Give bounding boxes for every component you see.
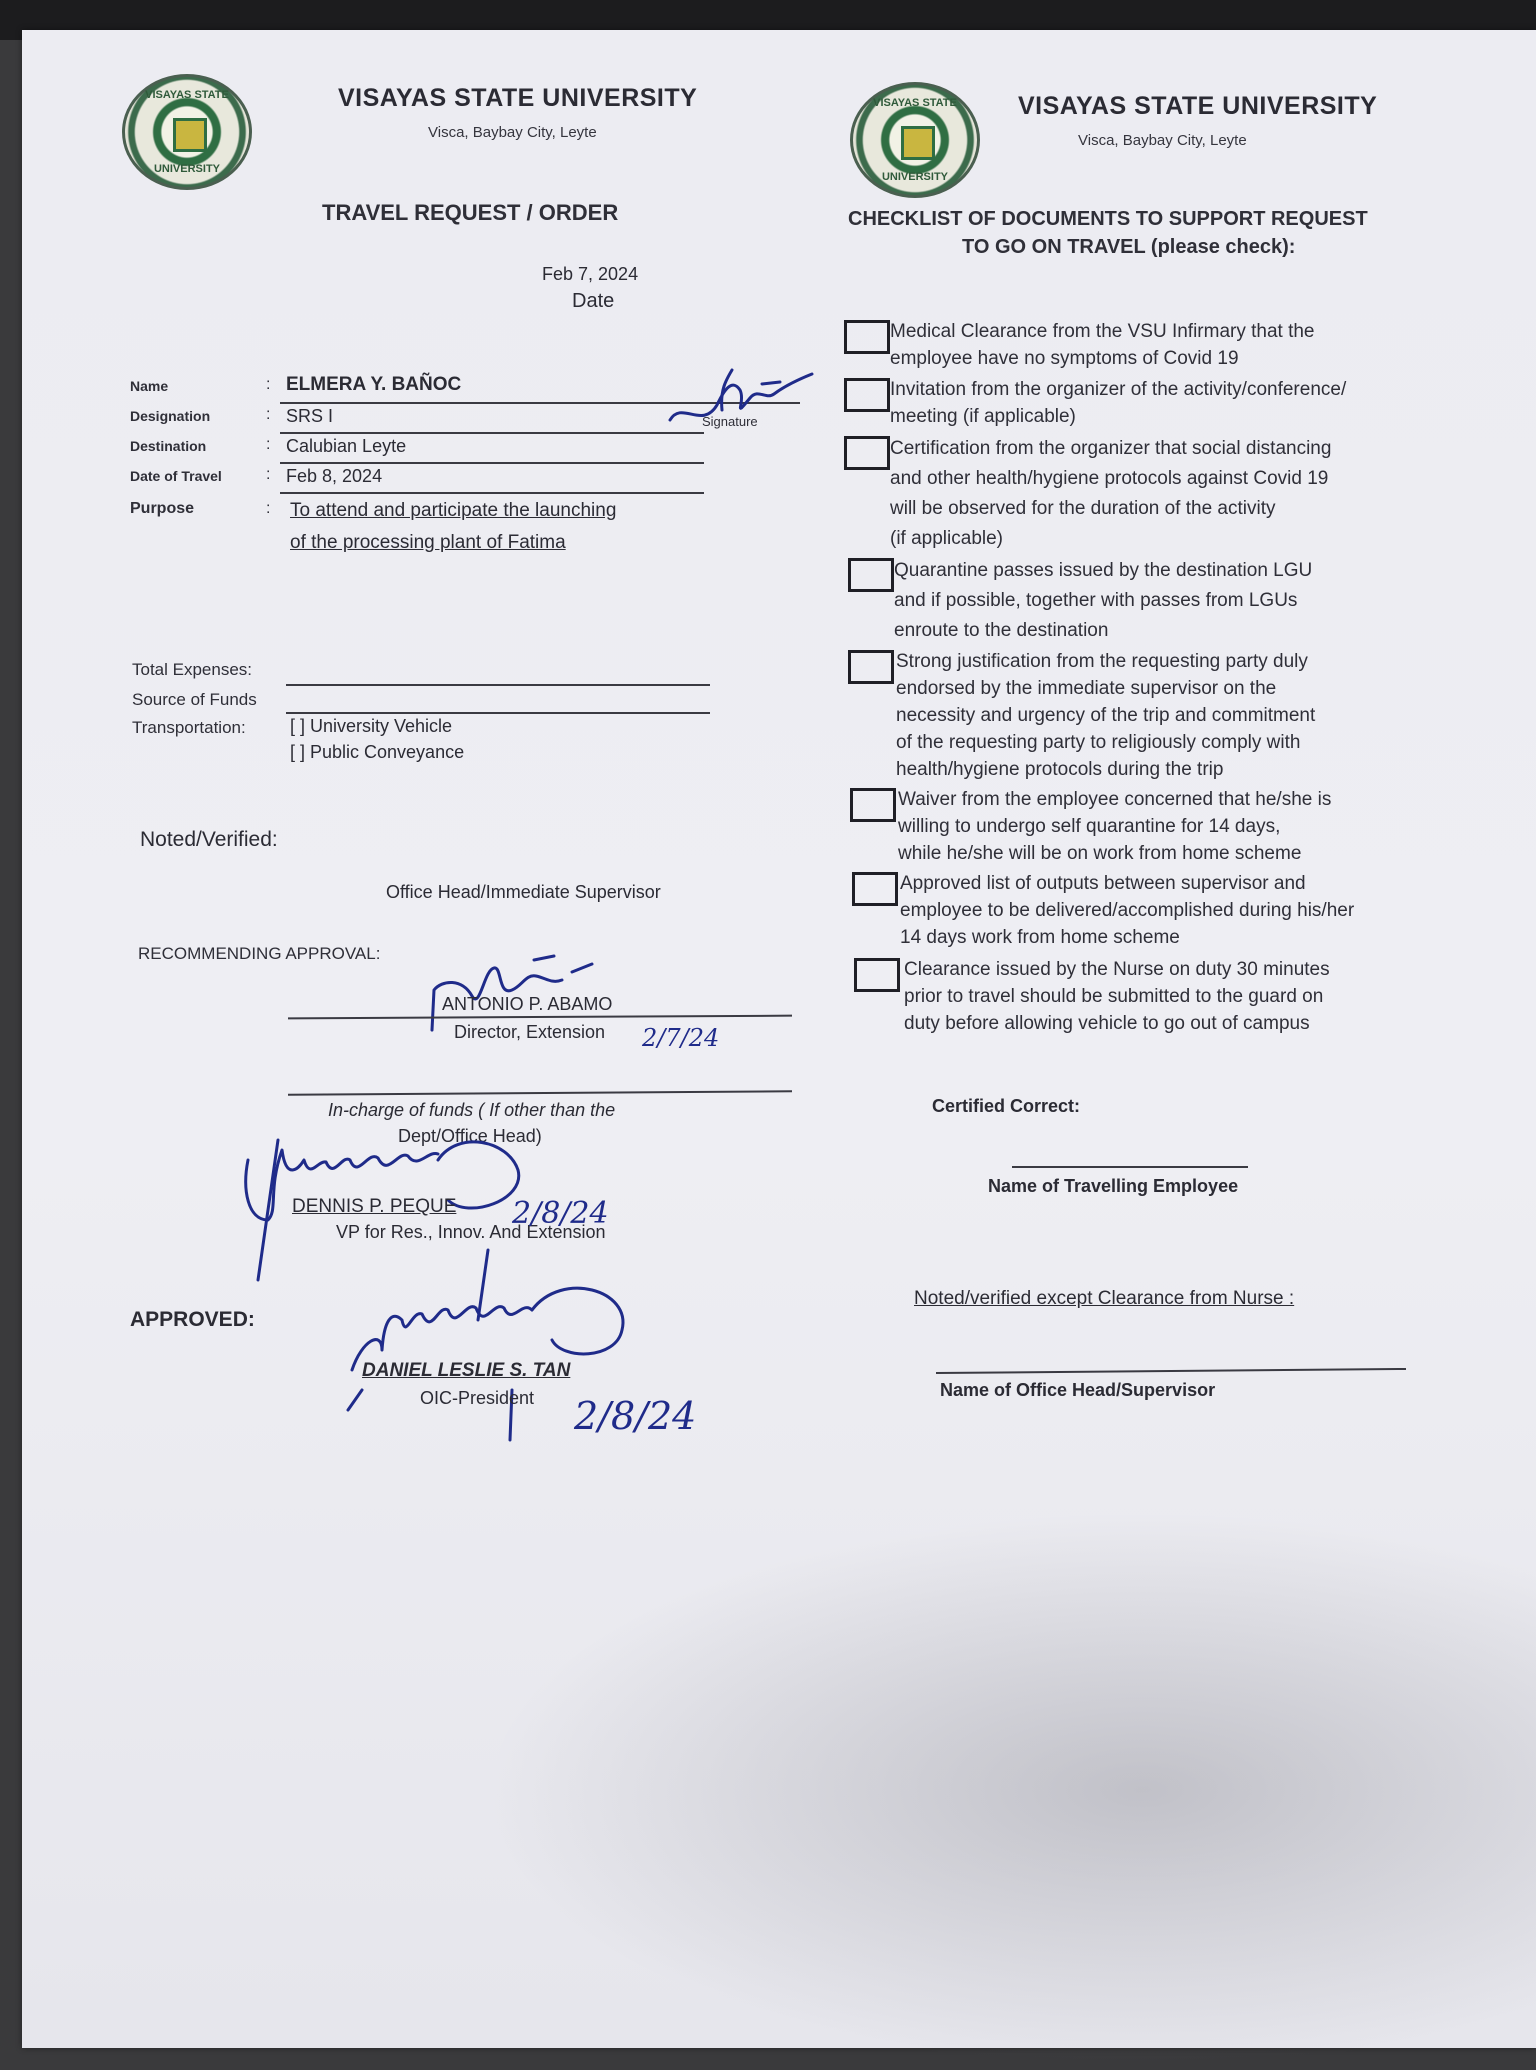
- transportation-label: Transportation:: [132, 718, 246, 737]
- date-of-travel-value: Feb 8, 2024: [286, 466, 383, 486]
- item-line: 14 days work from home scheme: [900, 927, 1180, 948]
- item-line: (if applicable): [890, 528, 1003, 549]
- seal-text-top-right: VISAYAS STATE: [873, 97, 957, 109]
- seal-emblem-icon-right: [901, 126, 935, 160]
- checklist-item-medical-clearance: [890, 318, 1315, 372]
- travel-request-document: [22, 30, 1536, 2048]
- item-line: and other health/hygiene protocols against Covid 19: [890, 468, 1329, 489]
- recommending-approval-label: RECOMMENDING APPROVAL:: [138, 944, 381, 963]
- recommender-title: Director, Extension: [454, 1022, 606, 1042]
- total-expenses-underline: [286, 684, 710, 686]
- source-of-funds-underline: [286, 712, 710, 714]
- checkbox-waiver[interactable]: [850, 788, 896, 822]
- travelling-employee-underline: [1012, 1166, 1248, 1168]
- name-label: Name: [130, 378, 169, 394]
- checklist-item-quarantine-passes: [894, 556, 1312, 646]
- university-seal-right: [850, 82, 980, 198]
- vp-title: VP for Res., Innov. And Extension: [336, 1222, 606, 1242]
- applicant-signature: [662, 360, 822, 440]
- funds-incharge-line-1: In-charge of funds ( If other than the: [328, 1100, 616, 1120]
- university-address-left: Visca, Baybay City, Leyte: [428, 124, 597, 141]
- checkbox-certification[interactable]: [844, 436, 890, 470]
- item-line: enroute to the destination: [894, 620, 1109, 641]
- item-line: endorsed by the immediate supervisor on the: [896, 678, 1277, 699]
- item-line: employee to be delivered/accomplished during his/her: [900, 900, 1355, 921]
- checklist-item-invitation: [890, 376, 1346, 430]
- president-signed-date: 2/8/24: [574, 1394, 697, 1438]
- seal-text-bottom: UNIVERSITY: [153, 163, 220, 175]
- designation-underline: [280, 432, 704, 434]
- university-address-right: Visca, Baybay City, Leyte: [1078, 132, 1247, 149]
- item-line: Invitation from the organizer of the activity/conference/: [890, 379, 1347, 400]
- item-line: of the requesting party to religiously comply with: [896, 732, 1301, 753]
- item-line: willing to undergo self quarantine for 14 days,: [898, 816, 1281, 837]
- designation-label: Designation: [130, 408, 211, 424]
- transport-option-public-conveyance: [ ] Public Conveyance: [290, 742, 465, 762]
- signature-label: Signature: [702, 414, 758, 429]
- purpose-label: Purpose: [130, 500, 195, 517]
- office-head-underline: [936, 1368, 1406, 1374]
- date-of-travel-label: Date of Travel: [130, 468, 222, 484]
- total-expenses-label: Total Expenses:: [132, 660, 253, 679]
- office-head-label: Office Head/Immediate Supervisor: [386, 882, 661, 902]
- destination-label: Destination: [130, 438, 207, 454]
- university-name-left: VISAYAS STATE UNIVERSITY: [338, 84, 698, 112]
- item-line: Strong justification from the requesting party duly: [896, 651, 1308, 672]
- checklist-item-nurse-clearance: [904, 956, 1330, 1037]
- checklist-title-line-1: CHECKLIST OF DOCUMENTS TO SUPPORT REQUEST: [848, 208, 1368, 230]
- item-line: employee have no symptoms of Covid 19: [890, 348, 1239, 369]
- checkbox-invitation[interactable]: [844, 378, 890, 412]
- funds-incharge-line-2: Dept/Office Head): [398, 1126, 542, 1146]
- destination-value: Calubian Leyte: [286, 436, 407, 456]
- purpose-line-1: To attend and participate the launching: [290, 500, 617, 521]
- checklist-title-line-2: TO GO ON TRAVEL (please check):: [962, 236, 1296, 258]
- president-title: OIC-President: [420, 1388, 535, 1408]
- item-line: health/hygiene protocols during the trip: [896, 759, 1224, 780]
- purpose-colon: :: [266, 500, 271, 517]
- item-line: Certification from the organizer that social distancing: [890, 438, 1332, 459]
- transport-option-university-vehicle: [ ] University Vehicle: [290, 716, 453, 736]
- funds-incharge-underline: [288, 1090, 792, 1096]
- name-value: ELMERA Y. BAÑOC: [286, 374, 462, 395]
- item-line: necessity and urgency of the trip and commitment: [896, 705, 1316, 726]
- source-of-funds-label: Source of Funds: [132, 690, 257, 709]
- item-line: Medical Clearance from the VSU Infirmary that the: [890, 321, 1315, 342]
- designation-colon: :: [266, 406, 271, 423]
- seal-text-top: VISAYAS STATE: [145, 89, 229, 101]
- noted-verified-label: Noted/Verified:: [140, 828, 278, 851]
- purpose-line-2: of the processing plant of Fatima: [290, 532, 566, 553]
- name-of-travelling-employee-label: Name of Travelling Employee: [988, 1176, 1239, 1196]
- form-title: TRAVEL REQUEST / ORDER: [322, 200, 619, 225]
- checkbox-nurse-clearance[interactable]: [854, 958, 900, 992]
- checklist-item-strong-justification: [896, 648, 1315, 783]
- seal-emblem-icon: [173, 118, 207, 152]
- request-date-value: Feb 7, 2024: [542, 264, 639, 284]
- item-line: duty before allowing vehicle to go out of campus: [904, 1013, 1310, 1034]
- designation-value: SRS I: [286, 406, 334, 426]
- university-name-right: VISAYAS STATE UNIVERSITY: [1018, 92, 1378, 120]
- item-line: Waiver from the employee concerned that he/she is: [898, 789, 1332, 810]
- item-line: Clearance issued by the Nurse on duty 30 minutes: [904, 959, 1330, 980]
- item-line: Approved list of outputs between supervisor and: [900, 873, 1306, 894]
- checkbox-approved-outputs[interactable]: [852, 872, 898, 906]
- university-seal-left: [122, 74, 252, 190]
- item-line: Quarantine passes issued by the destination LGU: [894, 560, 1313, 581]
- photo-shadow: [482, 1510, 1536, 2070]
- vp-name: DENNIS P. PEQUE: [292, 1196, 457, 1217]
- noted-verified-except-label: Noted/verified except Clearance from Nurse :: [914, 1288, 1295, 1309]
- date-of-travel-colon: :: [266, 466, 271, 483]
- name-of-office-head-label: Name of Office Head/Supervisor: [940, 1380, 1216, 1400]
- checklist-item-approved-outputs: [900, 870, 1354, 951]
- president-name: DANIEL LESLIE S. TAN: [362, 1360, 571, 1381]
- item-line: while he/she will be on work from home scheme: [898, 843, 1302, 864]
- item-line: will be observed for the duration of the activity: [890, 498, 1276, 519]
- seal-text-bottom-right: UNIVERSITY: [881, 171, 948, 183]
- date-of-travel-underline: [280, 492, 704, 494]
- item-line: and if possible, together with passes from LGUs: [894, 590, 1298, 611]
- name-colon: :: [266, 376, 271, 393]
- recommender-name: ANTONIO P. ABAMO: [442, 994, 613, 1014]
- destination-underline: [280, 462, 704, 464]
- recommender-signed-date: 2/7/24: [642, 1024, 720, 1052]
- checklist-item-waiver: [898, 786, 1331, 867]
- item-line: prior to travel should be submitted to the guard on: [904, 986, 1324, 1007]
- checkbox-quarantine-passes[interactable]: [848, 558, 894, 592]
- checkbox-strong-justification[interactable]: [848, 650, 894, 684]
- item-line: meeting (if applicable): [890, 406, 1076, 427]
- checklist-item-certification: [890, 434, 1331, 554]
- checkbox-medical-clearance[interactable]: [844, 320, 890, 354]
- certified-correct-label: Certified Correct:: [932, 1096, 1081, 1116]
- request-date-label: Date: [572, 290, 615, 312]
- destination-colon: :: [266, 436, 271, 453]
- approved-label: APPROVED:: [130, 1308, 255, 1331]
- vp-signed-date: 2/8/24: [512, 1196, 609, 1231]
